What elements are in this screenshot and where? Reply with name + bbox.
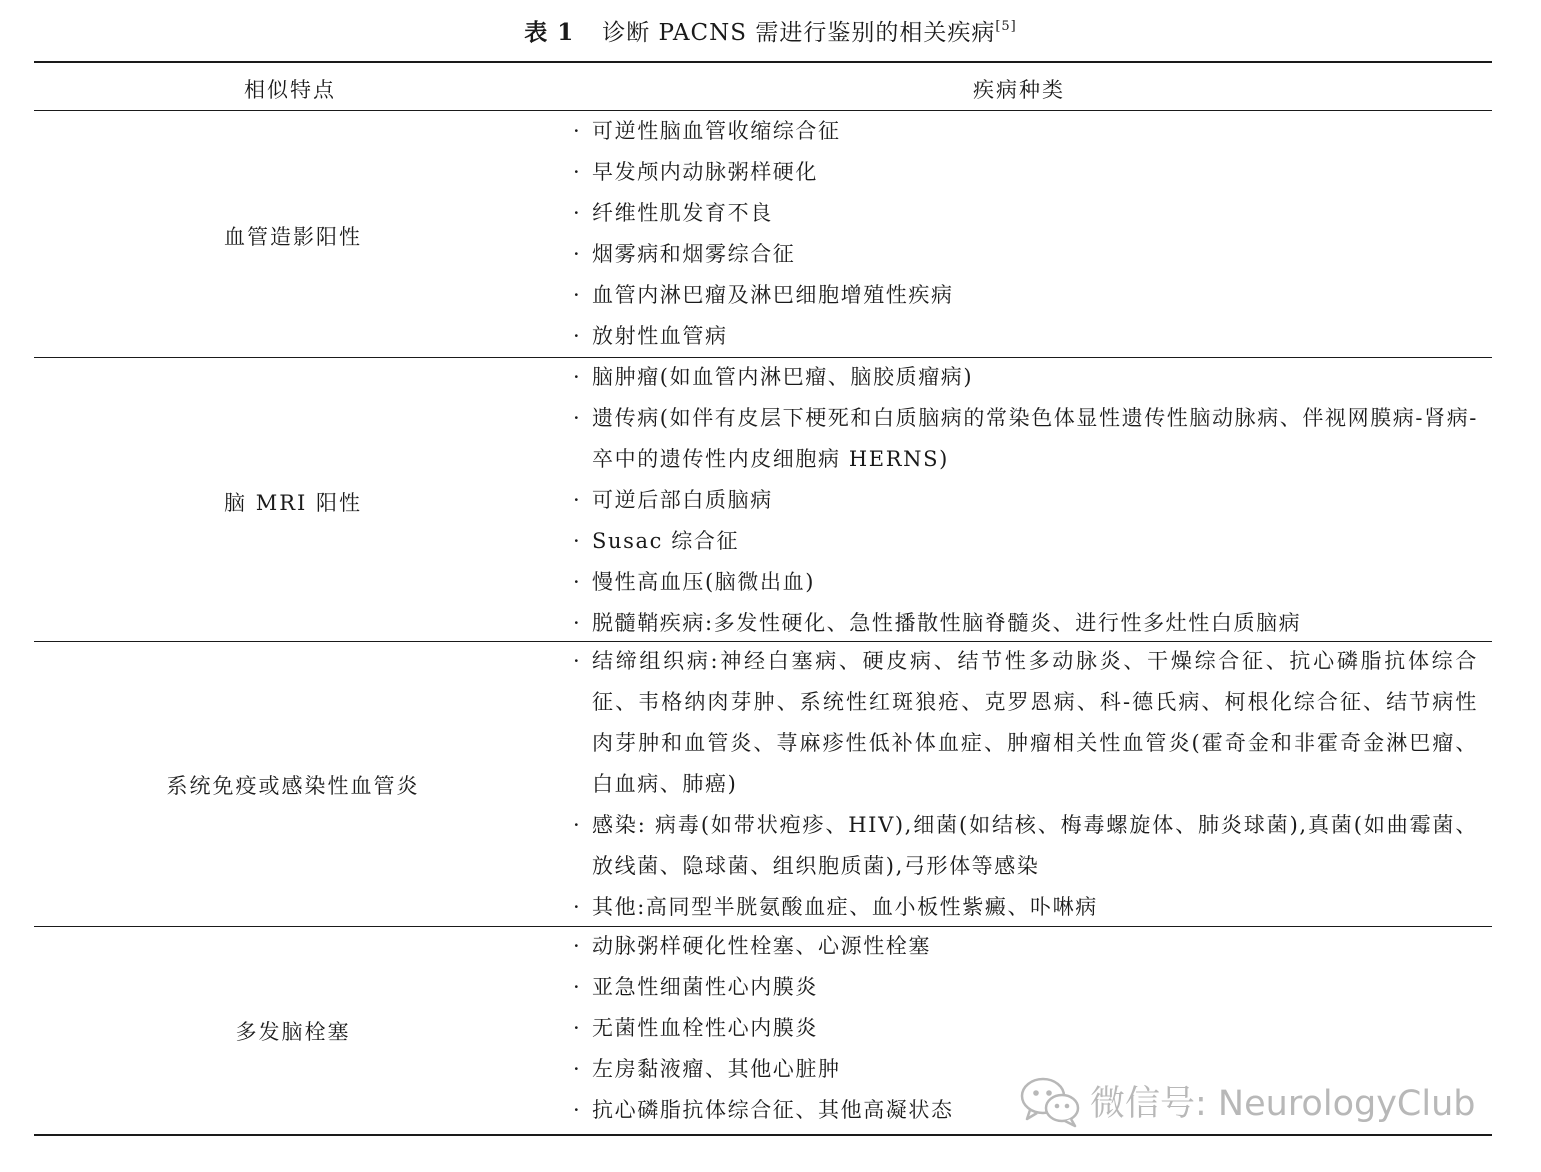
bullet: · [573,529,582,553]
bullet: · [573,119,582,143]
group-label: 多发脑栓塞 [235,1020,351,1044]
list-item: · 放射性血管病 [570,316,1478,357]
bullet: · [573,406,582,430]
bullet: · [573,201,582,225]
bullet: · [573,611,582,635]
list-item: · 早发颅内动脉粥样硬化 [570,152,1478,193]
list-item: · 结缔组织病:神经白塞病、硬皮病、结节性多动脉炎、干燥综合征、抗心磷脂抗体综合征、韦格纳肉芽肿、系统性红斑狼疮、克罗恩病、科-德氏病、柯根化综合征、结节病性肉芽肿和血管炎、荨麻疹性低补体血症、肿瘤相关性血管炎(霍奇金和非霍奇金淋巴瘤、白血病、肺癌) [570,641,1478,805]
list-item: · 其他:高同型半胱氨酸血症、血小板性紫癜、卟啉病 [570,887,1478,928]
list-item: · Susac 综合征 [570,521,1478,562]
bullet: · [573,1016,582,1040]
reference-mark: [5] [995,19,1017,34]
bullet: · [573,365,582,389]
bullet: · [573,649,582,673]
bullet: · [573,324,582,348]
wechat-icon [1018,1074,1082,1128]
column-header-features: 相似特点 [244,78,336,102]
table-number: 表 1 [524,19,575,46]
list-item: · 左房黏液瘤、其他心脏肿 [570,1049,1478,1090]
list-item: · 可逆性脑血管收缩综合征 [570,111,1478,152]
bullet: · [573,160,582,184]
bullet: · [573,488,582,512]
top-rule [34,61,1492,63]
list-item: · 亚急性细菌性心内膜炎 [570,967,1478,1008]
bullet: · [573,813,582,837]
watermark-text: 微信号: NeurologyClub [1090,1084,1476,1124]
disease-list [570,111,1478,357]
bullet: · [573,934,582,958]
disease-list [570,641,1478,928]
list-item: · 纤维性肌发育不良 [570,193,1478,234]
bullet: · [573,1057,582,1081]
bottom-rule [34,1134,1492,1136]
group-label: 脑 MRI 阳性 [224,491,362,515]
list-item: · 遗传病(如伴有皮层下梗死和白质脑病的常染色体显性遗传性脑动脉病、伴视网膜病-肾病-卒中的遗传性内皮细胞病 HERNS) [570,398,1478,480]
table-caption [0,14,1541,47]
list-item: · 无菌性血栓性心内膜炎 [570,1008,1478,1049]
watermark [1018,1074,1475,1128]
disease-list [570,357,1478,644]
bullet: · [573,895,582,919]
table-title: 诊断 PACNS 需进行鉴别的相关疾病 [602,20,996,46]
bullet: · [573,242,582,266]
bullet: · [573,975,582,999]
list-item: · 脑肿瘤(如血管内淋巴瘤、脑胶质瘤病) [570,357,1478,398]
bullet: · [573,570,582,594]
list-item: · 感染: 病毒(如带状疱疹、HIV),细菌(如结核、梅毒螺旋体、肺炎球菌),真菌(如曲霉菌、放线菌、隐球菌、组织胞质菌),弓形体等感染 [570,805,1478,887]
bullet: · [573,1098,582,1122]
list-item: · 烟雾病和烟雾综合征 [570,234,1478,275]
list-item: · 可逆后部白质脑病 [570,480,1478,521]
list-item: · 慢性高血压(脑微出血) [570,562,1478,603]
column-header-diseases: 疾病种类 [973,78,1065,102]
list-item: · 脱髓鞘疾病:多发性硬化、急性播散性脑脊髓炎、进行性多灶性白质脑病 [570,603,1478,644]
list-item: · 血管内淋巴瘤及淋巴细胞增殖性疾病 [570,275,1478,316]
group-label: 血管造影阳性 [224,225,362,249]
bullet: · [573,283,582,307]
list-item: · 抗心磷脂抗体综合征、其他高凝状态 [570,1090,1478,1131]
group-label: 系统免疫或感染性血管炎 [166,774,420,798]
list-item: · 动脉粥样硬化性栓塞、心源性栓塞 [570,926,1478,967]
